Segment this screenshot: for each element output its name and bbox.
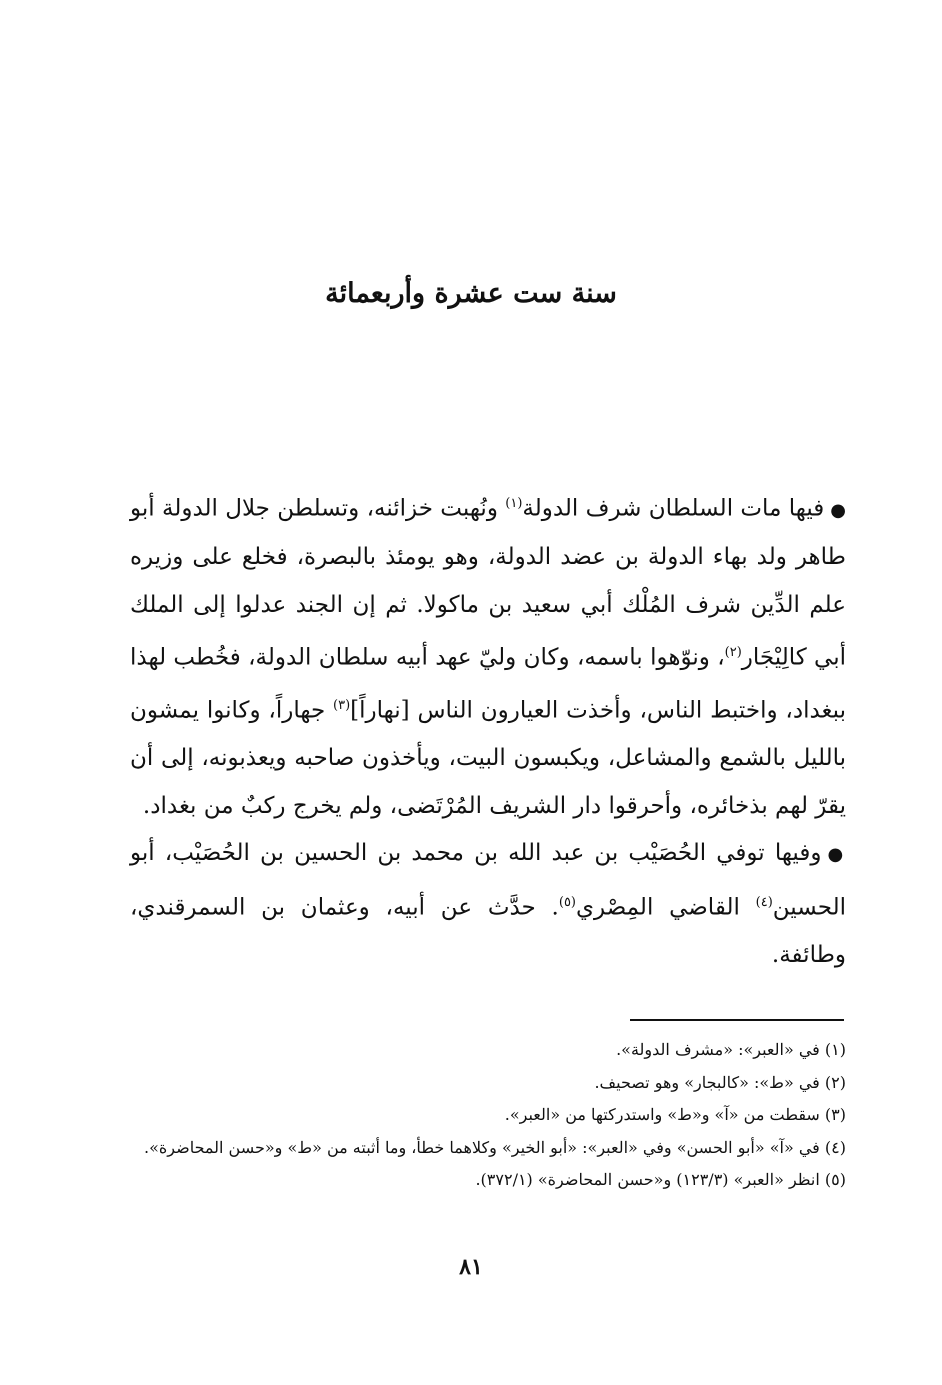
paragraph-2 (130, 830, 846, 979)
paragraph-2-part-1: وفيها توفي الحُصَيْب بن عبد الله بن محمد بن الحسين بن الحُصَيْب، أبو الحسين (130, 840, 846, 921)
paragraph-1 (130, 480, 846, 830)
paragraph-1-part-2: ونُهبت خزائنه، وتسلطن جلال الدولة أبو طاهر ولد بهاء الدولة بن عضد الدولة، وهو يومئذ بالبصرة، فخلع على وزيره علم الدِّين شرف المُلْك أبي سعيد بن ماكولا. ثم إن الجند عدلوا إلى الملك أبي كالِيْجَار (130, 495, 846, 671)
footnote-ref-1: (١) (505, 496, 523, 511)
bullet-icon: ● (830, 499, 846, 521)
footnote-1: (١) في «العبر»: «مشرف الدولة». (616, 1040, 846, 1059)
paragraph-2-part-3: . حدَّث عن أبيه، وعثمان بن السمرقندي، وطائفة. (130, 894, 846, 969)
footnote-3: (٣) سقطت من «آ» و«ط» واستدركتها من «العبر». (504, 1105, 846, 1124)
page-number: ٨١ (459, 1254, 483, 1280)
footnote-2: (٢) في «ط»: «كالبجار» وهو تصحيف. (594, 1072, 846, 1092)
paragraph-2-part-2: القاضي المِصْري (576, 894, 756, 921)
paragraph-1-part-1: فيها مات السلطان شرف الدولة (522, 495, 825, 522)
footnote-ref-4: (٤) (755, 894, 773, 910)
section-title: سنة ست عشرة وأربعمائة (325, 278, 617, 309)
footnote-ref-3: (٣) (333, 698, 351, 714)
footnote-ref-2: (٢) (724, 645, 742, 661)
main-text (130, 480, 846, 980)
footnotes (130, 1034, 846, 1197)
footnote-divider (630, 1019, 844, 1021)
footnote-4: (٤) في «آ» «أبو الحسن» وفي «العبر»: «أبو الخير» وكلاهما خطأ، وما أثبته من «ط» و«حسن المحاضرة». (144, 1137, 846, 1157)
footnote-ref-5: (٥) (558, 894, 576, 910)
paragraph-1-part-4: جهاراً، وكانوا يمشون بالليل بالشمع والمشاعل، ويكبسون البيت، ويأخذون صاحبه ويعذبونه، إلى أن يقرّ لهم بذخائره، وأحرقوا دار الشريف المُرْتَضى، ولم يخرج ركبٌ من بغداد. (130, 697, 846, 819)
paragraph-1-part-3: ، ونوّهوا باسمه، وكان وليّ عهد أبيه سلطان الدولة، فخُطب لهذا ببغداد، واختبط الناس، وأخذت العيارون الناس [نهاراً] (130, 644, 846, 724)
bullet-icon: ● (827, 844, 846, 866)
footnote-5: (٥) انظر «العبر» (١٢٣/٣) و«حسن المحاضرة» (٣٧٢/١). (475, 1170, 846, 1189)
